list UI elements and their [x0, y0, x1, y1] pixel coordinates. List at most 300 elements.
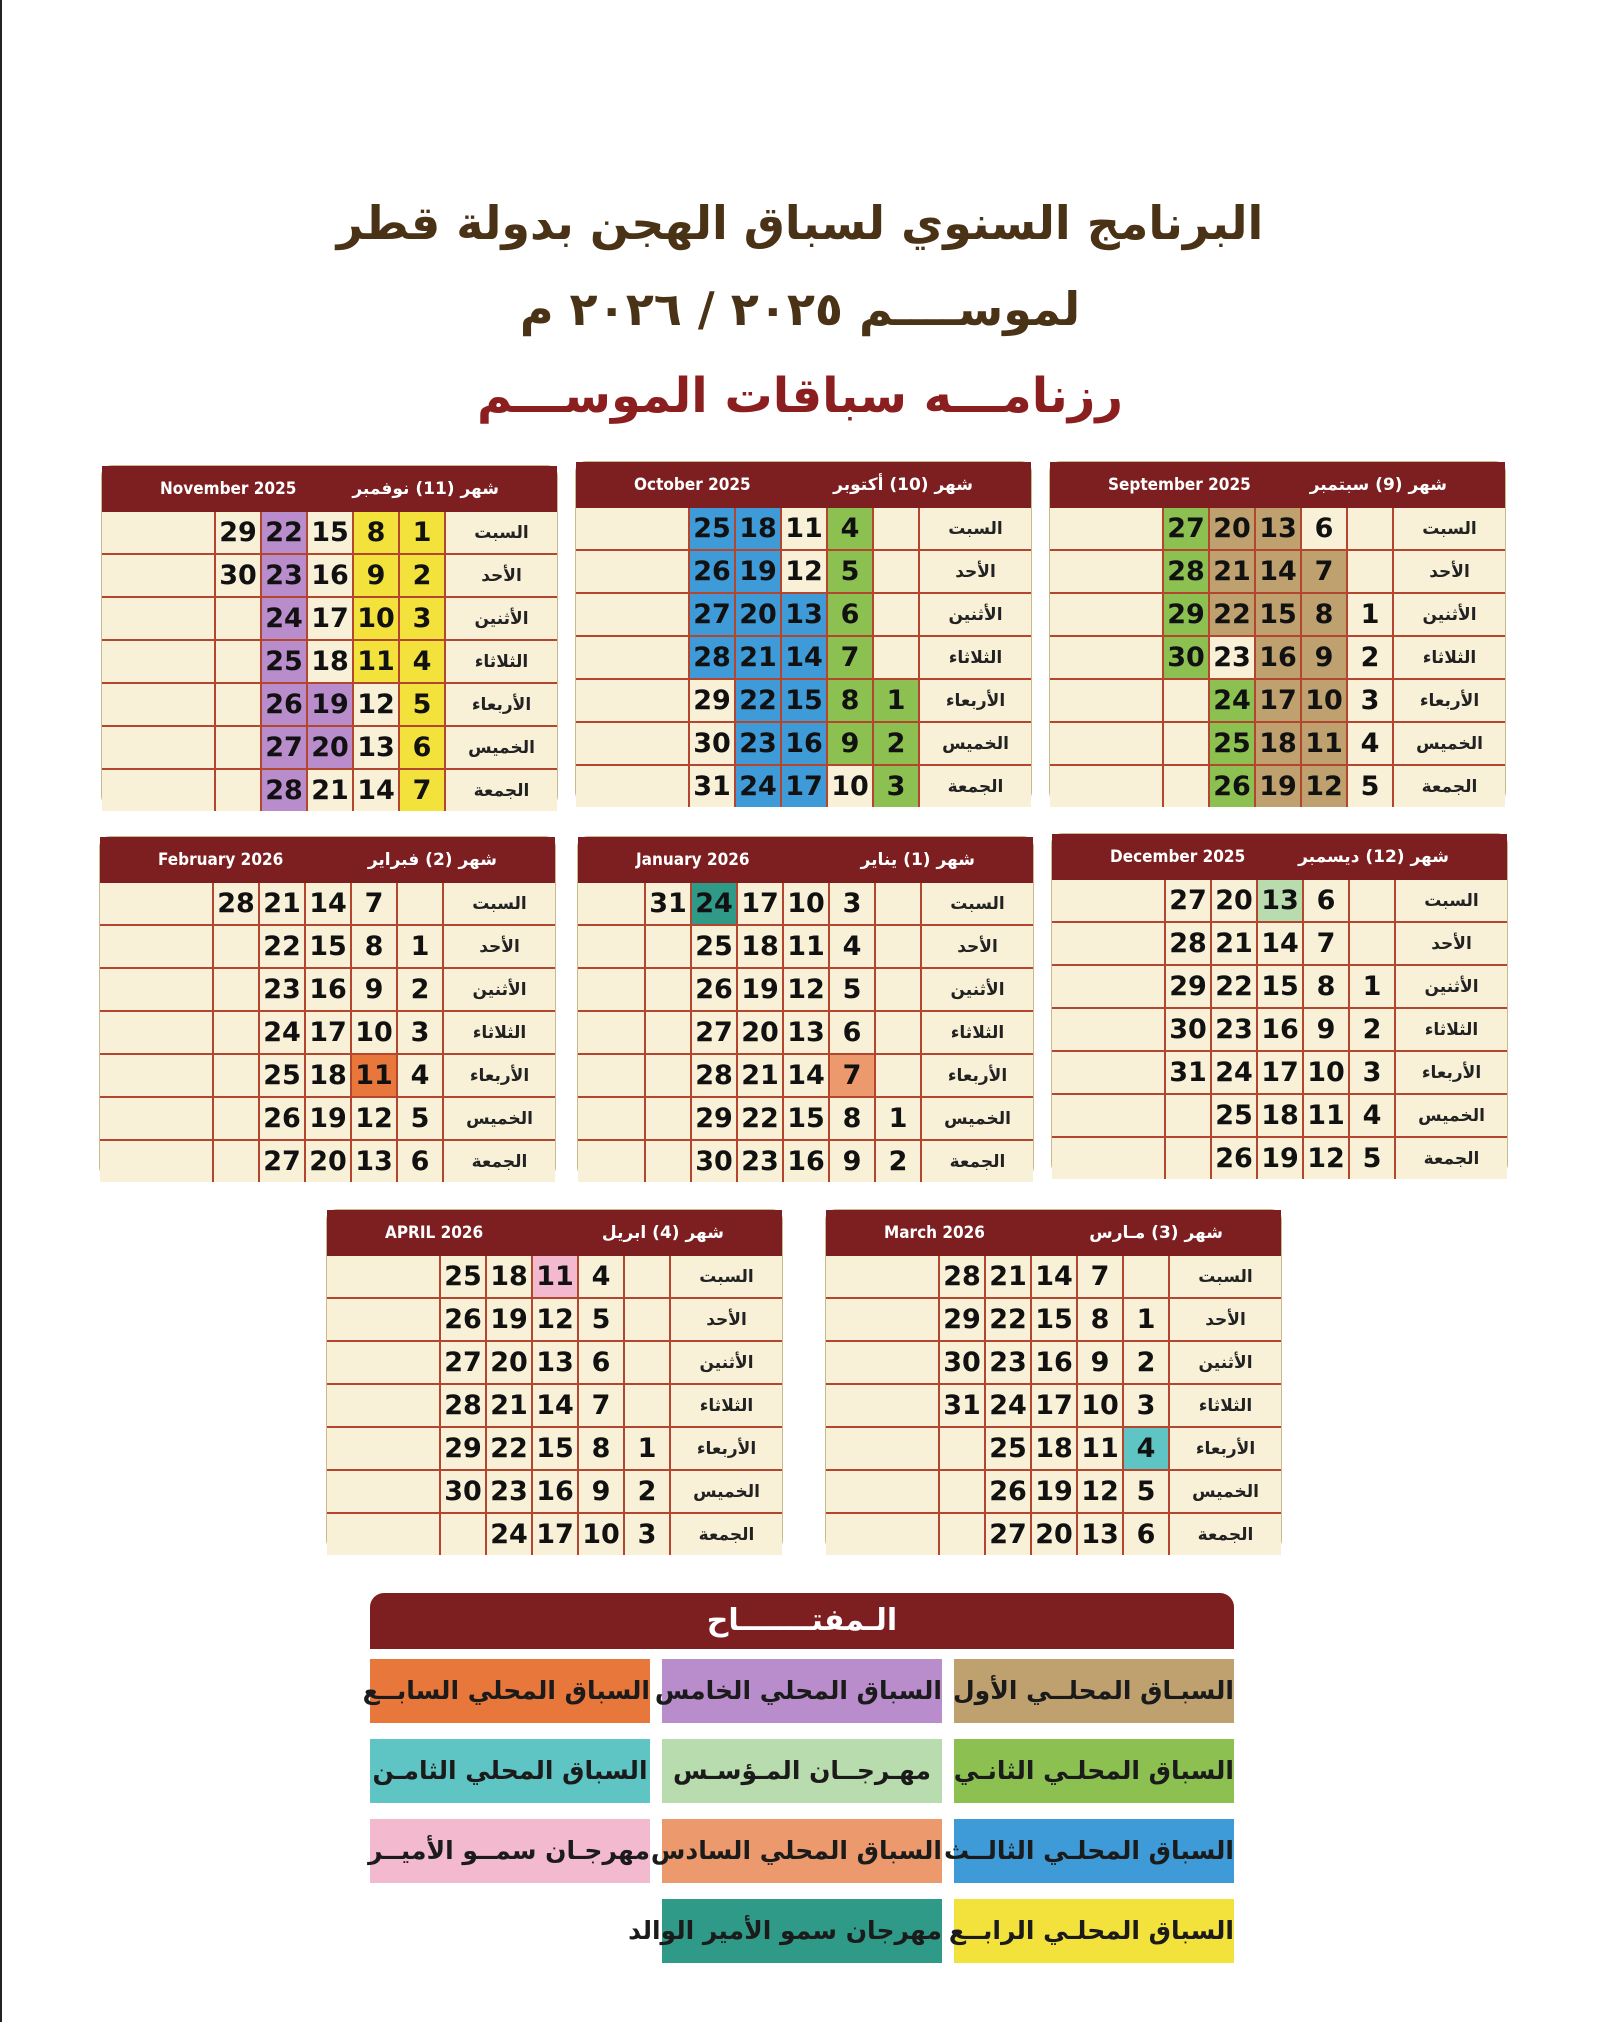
date-cell: 2	[1349, 1008, 1395, 1051]
date-cell: 26	[259, 1097, 305, 1140]
weekday-label: الأحد	[1169, 1298, 1281, 1341]
date-cell: 15	[532, 1427, 578, 1470]
date-cell: 26	[1209, 765, 1255, 807]
date-cell: 8	[1301, 593, 1347, 636]
date-cell	[1165, 1137, 1211, 1179]
date-cell: 6	[399, 726, 445, 769]
calendar-grid	[578, 883, 1033, 1182]
date-cell	[1163, 679, 1209, 722]
month-name-english: November 2025	[160, 479, 297, 499]
blank-cell	[578, 883, 645, 925]
blank-cell	[1050, 636, 1163, 679]
date-cell	[215, 726, 261, 769]
date-cell: 12	[783, 968, 829, 1011]
date-cell: 30	[691, 1140, 737, 1182]
date-cell: 14	[1255, 550, 1301, 593]
weekday-label: الأربعاء	[445, 683, 557, 726]
calendar-subtitle: رزنامـــه سباقات الموســـم	[476, 368, 1124, 424]
date-cell	[645, 925, 691, 968]
weekday-label: الخميس	[1395, 1094, 1507, 1137]
date-cell: 14	[305, 883, 351, 925]
date-cell: 24	[259, 1011, 305, 1054]
date-cell: 5	[1349, 1137, 1395, 1179]
date-cell: 17	[307, 597, 353, 640]
date-cell: 25	[259, 1054, 305, 1097]
blank-cell	[327, 1384, 440, 1427]
blank-cell	[1050, 593, 1163, 636]
date-cell: 7	[351, 883, 397, 925]
month-name-arabic: شهر (12) ديسمبر	[1298, 847, 1449, 867]
legend-item: السباق المحلي الثامـن	[370, 1739, 650, 1803]
date-cell: 24	[1209, 679, 1255, 722]
legend-item: السباق المحلـي الرابــع	[954, 1899, 1234, 1963]
weekday-label: الجمعة	[670, 1513, 782, 1555]
date-cell	[1163, 722, 1209, 765]
weekday-label: الجمعة	[1395, 1137, 1507, 1179]
calendar-header	[327, 1210, 782, 1256]
date-cell: 20	[1209, 508, 1255, 550]
date-cell: 17	[1031, 1384, 1077, 1427]
date-cell: 15	[783, 1097, 829, 1140]
month-name-arabic: شهر (9) سبتمبر	[1309, 475, 1447, 495]
date-cell	[213, 1011, 259, 1054]
date-cell: 5	[397, 1097, 443, 1140]
date-cell	[873, 636, 919, 679]
date-cell: 1	[1349, 965, 1395, 1008]
blank-cell	[576, 679, 689, 722]
calendar-row	[1052, 1008, 1507, 1051]
blank-cell	[327, 1513, 440, 1555]
calendar-row	[1050, 679, 1505, 722]
calendar-row	[100, 925, 555, 968]
weekday-label: الثلاثاء	[1393, 636, 1505, 679]
date-cell: 22	[737, 1097, 783, 1140]
date-cell: 25	[689, 508, 735, 550]
calendar-row	[102, 769, 557, 811]
calendar-grid	[327, 1256, 782, 1555]
date-cell: 22	[1209, 593, 1255, 636]
date-cell: 28	[691, 1054, 737, 1097]
date-cell: 20	[1211, 880, 1257, 922]
date-cell	[875, 883, 921, 925]
date-cell: 11	[1077, 1427, 1123, 1470]
date-cell: 24	[261, 597, 307, 640]
blank-cell	[576, 593, 689, 636]
date-cell: 15	[781, 679, 827, 722]
date-cell	[1349, 922, 1395, 965]
month-name-english: December 2025	[1110, 847, 1246, 867]
date-cell: 11	[1303, 1094, 1349, 1137]
date-cell: 25	[985, 1427, 1031, 1470]
weekday-label: الخميس	[443, 1097, 555, 1140]
date-cell: 3	[1347, 679, 1393, 722]
weekday-label: الأحد	[919, 550, 1031, 593]
calendar-row	[327, 1427, 782, 1470]
date-cell: 28	[689, 636, 735, 679]
calendar-row	[576, 636, 1031, 679]
calendar-grid	[100, 883, 555, 1182]
date-cell: 2	[399, 554, 445, 597]
date-cell: 23	[1209, 636, 1255, 679]
date-cell: 13	[783, 1011, 829, 1054]
date-cell: 4	[829, 925, 875, 968]
calendar-row	[102, 683, 557, 726]
date-cell: 13	[1255, 508, 1301, 550]
date-cell: 18	[307, 640, 353, 683]
legend-item: مهرجـان سمــو الأميــر	[370, 1819, 650, 1883]
date-cell: 14	[532, 1384, 578, 1427]
date-cell: 22	[1211, 965, 1257, 1008]
date-cell: 11	[353, 640, 399, 683]
calendar-row	[576, 722, 1031, 765]
blank-cell	[100, 1097, 213, 1140]
date-cell: 16	[307, 554, 353, 597]
date-cell: 23	[261, 554, 307, 597]
date-cell: 2	[873, 722, 919, 765]
date-cell: 27	[985, 1513, 1031, 1555]
weekday-label: الأربعاء	[919, 679, 1031, 722]
weekday-label: الأربعاء	[1169, 1427, 1281, 1470]
date-cell: 16	[783, 1140, 829, 1182]
page-title: البرنامج السنوي لسباق الهجن بدولة قطر	[336, 196, 1264, 250]
date-cell	[213, 1054, 259, 1097]
date-cell: 15	[1031, 1298, 1077, 1341]
date-cell: 9	[578, 1470, 624, 1513]
date-cell: 24	[1211, 1051, 1257, 1094]
calendar-row	[576, 508, 1031, 550]
calendar-row	[327, 1256, 782, 1298]
date-cell: 7	[1077, 1256, 1123, 1298]
blank-cell	[1050, 550, 1163, 593]
blank-cell	[327, 1341, 440, 1384]
date-cell: 22	[985, 1298, 1031, 1341]
date-cell: 10	[578, 1513, 624, 1555]
date-cell: 29	[689, 679, 735, 722]
date-cell: 24	[985, 1384, 1031, 1427]
date-cell: 4	[399, 640, 445, 683]
legend	[362, 1593, 1234, 1963]
blank-cell	[1052, 1094, 1165, 1137]
date-cell: 23	[735, 722, 781, 765]
date-cell	[645, 968, 691, 1011]
date-cell	[873, 593, 919, 636]
month-name-english: January 2026	[636, 850, 750, 870]
date-cell: 14	[353, 769, 399, 811]
date-cell: 28	[440, 1384, 486, 1427]
date-cell: 5	[578, 1298, 624, 1341]
date-cell: 8	[829, 1097, 875, 1140]
calendar-row	[1050, 508, 1505, 550]
calendar-header	[102, 466, 557, 512]
weekday-label: الأحد	[443, 925, 555, 968]
date-cell	[624, 1341, 670, 1384]
calendar-row	[826, 1427, 1281, 1470]
month-name-arabic: شهر (10) أكتوبر	[833, 475, 973, 495]
date-cell: 14	[1257, 922, 1303, 965]
date-cell	[215, 683, 261, 726]
date-cell	[645, 1011, 691, 1054]
date-cell: 15	[305, 925, 351, 968]
blank-cell	[578, 1054, 645, 1097]
date-cell: 25	[261, 640, 307, 683]
legend-item: السبـاق المحلــي الأول	[954, 1659, 1234, 1723]
date-cell: 20	[305, 1140, 351, 1182]
blank-cell	[1050, 722, 1163, 765]
weekday-label: الأثنين	[1393, 593, 1505, 636]
calendar-header	[826, 1210, 1281, 1256]
date-cell: 1	[1123, 1298, 1169, 1341]
date-cell: 10	[351, 1011, 397, 1054]
weekday-label: الأحد	[445, 554, 557, 597]
date-cell: 29	[440, 1427, 486, 1470]
date-cell: 19	[307, 683, 353, 726]
date-cell	[624, 1298, 670, 1341]
date-cell: 6	[1301, 508, 1347, 550]
date-cell: 2	[875, 1140, 921, 1182]
calendar-row	[102, 726, 557, 769]
date-cell: 6	[1123, 1513, 1169, 1555]
date-cell: 27	[261, 726, 307, 769]
blank-cell	[102, 512, 215, 554]
date-cell: 5	[827, 550, 873, 593]
date-cell: 19	[735, 550, 781, 593]
blank-cell	[100, 1011, 213, 1054]
date-cell: 23	[1211, 1008, 1257, 1051]
blank-cell	[578, 925, 645, 968]
date-cell	[939, 1470, 985, 1513]
date-cell: 20	[737, 1011, 783, 1054]
date-cell: 21	[1211, 922, 1257, 965]
calendar-row	[826, 1513, 1281, 1555]
calendar-row	[102, 597, 557, 640]
weekday-label: الأثنين	[1169, 1341, 1281, 1384]
weekday-label: الخميس	[921, 1097, 1033, 1140]
date-cell: 3	[1123, 1384, 1169, 1427]
legend-empty-cell	[370, 1899, 650, 1963]
date-cell: 24	[486, 1513, 532, 1555]
blank-cell	[578, 968, 645, 1011]
calendar-row	[826, 1256, 1281, 1298]
weekday-label: الجمعة	[921, 1140, 1033, 1182]
blank-cell	[576, 765, 689, 807]
date-cell: 5	[1123, 1470, 1169, 1513]
date-cell: 15	[1255, 593, 1301, 636]
weekday-label: الخميس	[670, 1470, 782, 1513]
date-cell: 6	[397, 1140, 443, 1182]
date-cell: 10	[1077, 1384, 1123, 1427]
calendar-row	[1050, 765, 1505, 807]
date-cell: 6	[827, 593, 873, 636]
date-cell: 18	[1255, 722, 1301, 765]
date-cell: 22	[261, 512, 307, 554]
calendar-december-2025	[1052, 834, 1507, 1174]
date-cell: 31	[689, 765, 735, 807]
date-cell: 1	[873, 679, 919, 722]
weekday-label: الثلاثاء	[921, 1011, 1033, 1054]
date-cell: 4	[578, 1256, 624, 1298]
date-cell: 26	[440, 1298, 486, 1341]
month-name-english: APRIL 2026	[385, 1223, 484, 1243]
blank-cell	[100, 883, 213, 925]
date-cell: 31	[939, 1384, 985, 1427]
date-cell: 12	[532, 1298, 578, 1341]
blank-cell	[1050, 508, 1163, 550]
date-cell: 19	[737, 968, 783, 1011]
date-cell	[1349, 880, 1395, 922]
date-cell: 26	[691, 968, 737, 1011]
date-cell: 11	[532, 1256, 578, 1298]
date-cell: 30	[1165, 1008, 1211, 1051]
month-name-english: September 2025	[1108, 475, 1251, 495]
calendar-row	[578, 925, 1033, 968]
blank-cell	[1052, 922, 1165, 965]
calendar-grid	[826, 1256, 1281, 1555]
date-cell	[873, 550, 919, 593]
season-subtitle: لموســــم ٢٠٢٥ / ٢٠٢٦ م	[519, 282, 1081, 336]
weekday-label: الأثنين	[445, 597, 557, 640]
date-cell: 9	[351, 968, 397, 1011]
weekday-label: الأربعاء	[1393, 679, 1505, 722]
calendar-row	[100, 1097, 555, 1140]
calendar-row	[826, 1470, 1281, 1513]
date-cell: 18	[1031, 1427, 1077, 1470]
date-cell	[1165, 1094, 1211, 1137]
date-cell: 27	[689, 593, 735, 636]
date-cell: 14	[783, 1054, 829, 1097]
date-cell: 10	[353, 597, 399, 640]
date-cell: 12	[781, 550, 827, 593]
weekday-label: الأحد	[1395, 922, 1507, 965]
date-cell: 23	[737, 1140, 783, 1182]
date-cell: 7	[827, 636, 873, 679]
calendar-header	[1052, 834, 1507, 880]
date-cell	[213, 968, 259, 1011]
date-cell: 28	[213, 883, 259, 925]
calendar-february-2026	[100, 837, 555, 1177]
blank-cell	[826, 1427, 939, 1470]
date-cell	[1123, 1256, 1169, 1298]
calendar-row	[1052, 1094, 1507, 1137]
date-cell: 11	[1301, 722, 1347, 765]
date-cell: 11	[783, 925, 829, 968]
date-cell	[875, 1011, 921, 1054]
date-cell: 2	[624, 1470, 670, 1513]
date-cell: 10	[827, 765, 873, 807]
legend-item: السباق المحلي السادس	[662, 1819, 942, 1883]
date-cell: 13	[351, 1140, 397, 1182]
calendar-row	[1052, 1051, 1507, 1094]
date-cell: 17	[1255, 679, 1301, 722]
blank-cell	[327, 1427, 440, 1470]
date-cell: 5	[399, 683, 445, 726]
date-cell: 10	[1301, 679, 1347, 722]
date-cell: 9	[1301, 636, 1347, 679]
date-cell: 24	[691, 883, 737, 925]
calendar-header	[578, 837, 1033, 883]
date-cell: 4	[1347, 722, 1393, 765]
date-cell: 2	[1347, 636, 1393, 679]
weekday-label: الجمعة	[1169, 1513, 1281, 1555]
date-cell: 31	[645, 883, 691, 925]
date-cell: 20	[1031, 1513, 1077, 1555]
calendar-row	[327, 1384, 782, 1427]
date-cell: 1	[397, 925, 443, 968]
date-cell	[397, 883, 443, 925]
date-cell: 25	[691, 925, 737, 968]
date-cell: 12	[351, 1097, 397, 1140]
legend-title: الـمفتـــــــاح	[370, 1593, 1234, 1649]
date-cell: 20	[735, 593, 781, 636]
date-cell: 14	[1031, 1256, 1077, 1298]
weekday-label: الثلاثاء	[445, 640, 557, 683]
date-cell: 19	[1031, 1470, 1077, 1513]
calendar-row	[576, 765, 1031, 807]
date-cell: 15	[307, 512, 353, 554]
blank-cell	[1052, 965, 1165, 1008]
date-cell: 17	[737, 883, 783, 925]
date-cell: 26	[261, 683, 307, 726]
date-cell: 29	[215, 512, 261, 554]
legend-grid	[362, 1659, 1234, 1963]
calendar-row	[327, 1298, 782, 1341]
date-cell	[440, 1513, 486, 1555]
date-cell: 6	[1303, 880, 1349, 922]
date-cell: 27	[1165, 880, 1211, 922]
date-cell: 19	[1255, 765, 1301, 807]
date-cell: 13	[1257, 880, 1303, 922]
legend-item: السباق المحلـي الثالــث	[954, 1819, 1234, 1883]
blank-cell	[576, 722, 689, 765]
date-cell	[939, 1427, 985, 1470]
date-cell: 2	[397, 968, 443, 1011]
calendar-row	[826, 1341, 1281, 1384]
date-cell	[645, 1097, 691, 1140]
blank-cell	[102, 683, 215, 726]
calendar-row	[100, 1140, 555, 1182]
month-name-arabic: شهر (4) ابريل	[601, 1223, 724, 1243]
blank-cell	[826, 1298, 939, 1341]
date-cell	[645, 1140, 691, 1182]
blank-cell	[576, 550, 689, 593]
blank-cell	[578, 1011, 645, 1054]
date-cell	[213, 1097, 259, 1140]
calendar-row	[578, 1011, 1033, 1054]
date-cell: 27	[691, 1011, 737, 1054]
legend-item: السباق المحلي السابــع	[370, 1659, 650, 1723]
calendar-header	[576, 462, 1031, 508]
weekday-label: السبت	[919, 508, 1031, 550]
calendar-row	[1052, 1137, 1507, 1179]
date-cell: 21	[737, 1054, 783, 1097]
date-cell	[939, 1513, 985, 1555]
weekday-label: السبت	[1395, 880, 1507, 922]
date-cell: 9	[1077, 1341, 1123, 1384]
date-cell: 11	[781, 508, 827, 550]
date-cell	[215, 597, 261, 640]
date-cell	[873, 508, 919, 550]
blank-cell	[1052, 1137, 1165, 1179]
date-cell: 16	[532, 1470, 578, 1513]
date-cell	[875, 968, 921, 1011]
calendar-november-2025	[102, 466, 557, 806]
date-cell: 4	[397, 1054, 443, 1097]
date-cell: 8	[353, 512, 399, 554]
calendar-march-2026	[826, 1210, 1281, 1550]
calendar-row	[100, 1054, 555, 1097]
weekday-label: الأحد	[670, 1298, 782, 1341]
calendar-october-2025	[576, 462, 1031, 802]
date-cell: 31	[1165, 1051, 1211, 1094]
